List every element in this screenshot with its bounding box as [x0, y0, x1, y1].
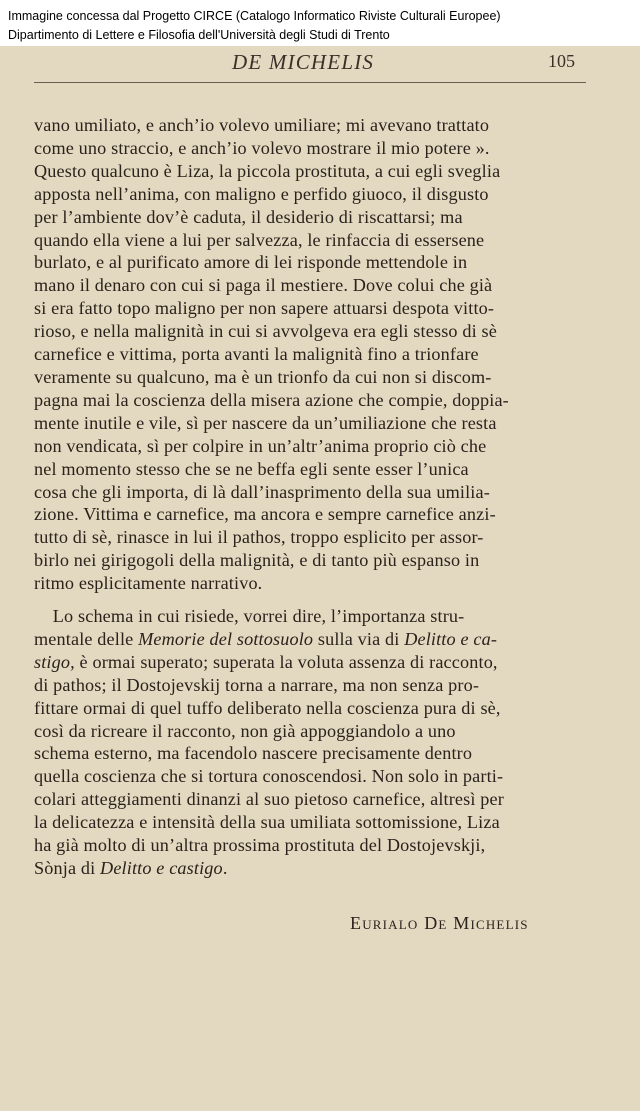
running-head: DE MICHELIS: [232, 50, 375, 74]
text-segment: mentale delle: [34, 628, 139, 649]
italic-title: Delitto e castigo: [100, 858, 223, 878]
text-line: [34, 114, 586, 137]
text-line: [34, 811, 586, 834]
text-segment: nel momento stesso che se ne beffa egli sente esser l’unica: [34, 458, 469, 479]
text-segment: zione. Vittima e carnefice, ma ancora e sempre carnefice anzi-: [34, 504, 496, 525]
text-segment: per l’ambiente dov’è caduta, il desiderio di riscattarsi; ma: [34, 206, 463, 227]
text-line: [34, 206, 586, 229]
text-segment: Sònja di: [34, 858, 101, 878]
text-line: [34, 274, 586, 297]
text-segment: Lo schema in cui risiede, vorrei dire, l’importanza stru-: [34, 606, 465, 627]
text-segment: fittare ormai di quel tuffo deliberato nella coscienza pura di sè,: [34, 697, 501, 718]
text-segment: quella coscienza che si tortura conoscendosi. Non solo in parti-: [34, 766, 504, 787]
text-segment: schema esterno, ma facendolo nascere precisamente dentro: [34, 743, 473, 764]
text-line: [34, 628, 586, 651]
text-line: [34, 526, 586, 549]
text-segment: la delicatezza e intensità della sua umiliata sottomissione, Liza: [34, 812, 500, 833]
text-segment: si era fatto topo maligno per non sapere attuarsi despota vitto-: [34, 298, 495, 319]
banner-line-1: Immagine concessa dal Progetto CIRCE (Catalogo Informatico Riviste Culturali Europee): [8, 9, 501, 23]
text-segment: ritmo esplicitamente narrativo.: [34, 573, 263, 594]
text-segment: mente inutile e vile, sì per nascere da un’umiliazione che resta: [34, 412, 497, 433]
paragraph: [34, 605, 586, 880]
text-segment: veramente su qualcuno, ma è un trionfo da cui non si discom-: [34, 366, 492, 387]
text-segment: cosa che gli importa, di là dall’inasprimento della sua umilia-: [34, 481, 490, 502]
text-line: [34, 229, 586, 252]
text-line: [34, 481, 586, 504]
author-signature: Eurialo De Michelis: [350, 913, 529, 933]
source-banner: [0, 0, 640, 46]
text-line: [34, 503, 586, 526]
page-number: 105: [548, 51, 575, 71]
banner-line-2: Dipartimento di Lettere e Filosofia dell'Università degli Studi di Trento: [8, 28, 390, 42]
body-text: [34, 114, 586, 880]
text-segment: sulla via di: [313, 628, 405, 649]
text-segment: burlato, e al purificato amore di lei risponde mettendole in: [34, 252, 468, 273]
text-segment: Questo qualcuno è Liza, la piccola prostituta, a cui egli sveglia: [34, 160, 501, 181]
text-line: [34, 651, 586, 674]
text-line: [34, 458, 586, 481]
text-line: [34, 137, 586, 160]
text-line: [34, 742, 586, 765]
text-line: [34, 605, 586, 628]
text-segment: mano il denaro con cui si paga il mestiere. Dove colui che già: [34, 275, 493, 296]
text-line: [34, 788, 586, 811]
text-line: [34, 183, 586, 206]
text-line: [34, 160, 586, 183]
italic-title: stigo,: [34, 651, 75, 672]
text-line: [34, 251, 586, 274]
text-line: [34, 765, 586, 788]
text-line: [34, 674, 586, 697]
paragraph: [34, 114, 586, 595]
text-line: [34, 720, 586, 743]
italic-title: Memorie del sottosuolo: [138, 628, 314, 649]
text-line: [34, 343, 586, 366]
text-segment: tutto di sè, rinasce in lui il pathos, troppo esplicito per assor-: [34, 527, 484, 548]
text-segment: colari atteggiamenti dinanzi al suo pietoso carnefice, altresì per: [34, 789, 504, 810]
text-line: [34, 366, 586, 389]
text-segment: rioso, e nella malignità in cui si avvolgeva era egli stesso di sè: [34, 321, 497, 342]
text-line: [34, 697, 586, 720]
text-segment: come uno straccio, e anch’io volevo mostrare il mio potere ».: [34, 137, 490, 158]
text-line: [34, 572, 586, 595]
text-line: [34, 412, 586, 435]
text-segment: apposta nell’anima, con maligno e perfido giuoco, il disgusto: [34, 183, 489, 204]
italic-title: Delitto e ca-: [404, 628, 498, 649]
text-line: [34, 320, 586, 343]
text-segment: birlo nei girigogoli della malignità, e di tanto più espanso in: [34, 550, 480, 571]
text-segment: .: [222, 858, 228, 878]
text-line: [34, 297, 586, 320]
paragraph-gap: [34, 595, 586, 605]
text-line: [34, 834, 586, 857]
text-segment: così da ricreare il racconto, non già appoggiandolo a uno: [34, 720, 456, 741]
scanned-page: [0, 46, 640, 1111]
text-segment: non vendicata, sì per colpire in un’altr’anima proprio ciò che: [34, 435, 487, 456]
text-segment: carnefice e vittima, porta avanti la malignità fino a trionfare: [34, 344, 479, 365]
text-segment: è ormai superato; superata la voluta assenza di racconto,: [74, 651, 498, 672]
text-segment: di pathos; il Dostojevskij torna a narrare, ma non senza pro-: [34, 674, 480, 695]
text-segment: vano umiliato, e anch’io volevo umiliare; mi avevano trattato: [34, 115, 490, 135]
text-line: [34, 857, 586, 880]
text-segment: pagna mai la coscienza della misera azione che compie, doppia-: [34, 389, 509, 410]
text-line: [34, 435, 586, 458]
text-segment: quando ella viene a lui per salvezza, le rinfaccia di essersene: [34, 229, 485, 250]
text-segment: ha già molto di un’altra prossima prostituta del Dostojevskji,: [34, 835, 486, 856]
text-line: [34, 549, 586, 572]
text-line: [34, 389, 586, 412]
header-rule: [34, 82, 586, 83]
